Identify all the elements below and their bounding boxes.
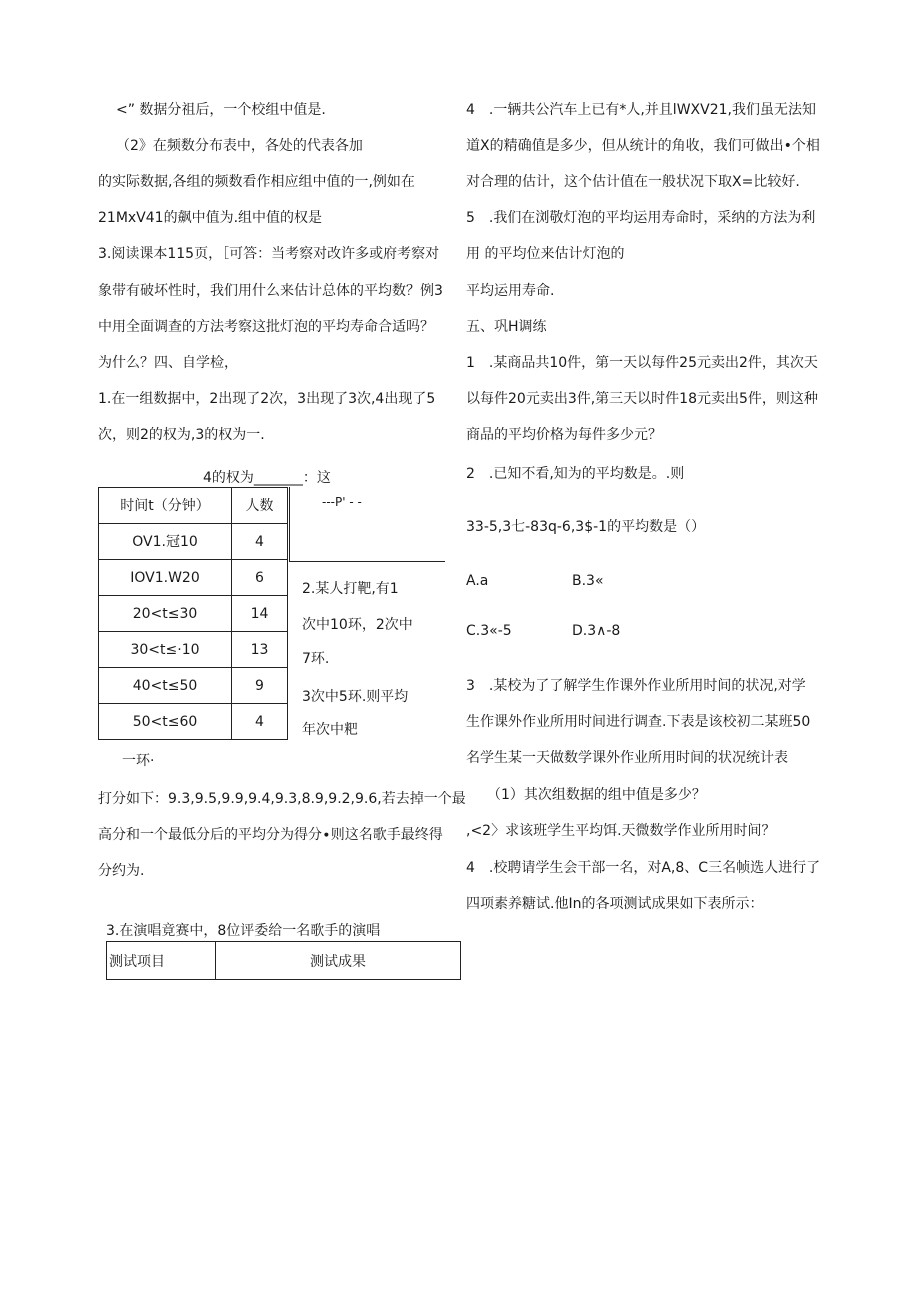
text-line: （2》在频数分布表中，各处的代表各加 [116,138,363,154]
table-header-cell: 测试项目 [107,942,216,980]
option-b: B.3« [572,573,604,589]
table-header-cell: 人数 [232,488,288,524]
table-cell: 20<t≤30 [99,596,232,632]
table-cell: 50<t≤60 [99,704,232,740]
text-line: 平均运用寿命. [466,283,555,299]
table-header-cell: 时间t（分钟） [99,488,232,524]
section-heading: 五、巩H调练 [466,319,547,335]
evaluation-table [106,941,461,980]
text-line: 3.在演唱竟赛中，8位评委给一名歌手的演唱 [106,923,381,939]
text-line: <” 数据分祖后，一个校组中值是. [116,102,326,118]
text-line: 21MxV41的飙中值为.组中值的权是 [98,210,323,226]
text-line: 次，则2的权为,3的权为一. [98,427,265,443]
text-line: 3 .某校为了了解学生作课外作业所用时间的状况,对学 [466,678,806,694]
table-cell: 40<t≤50 [99,668,232,704]
table-cell: 30<t≤·10 [99,632,232,668]
text-line: 2.某人打靶,有1 [302,581,399,597]
table-row [99,524,288,560]
table-row [99,668,288,704]
text-line: 次中10环，2次中 [302,617,413,633]
text-line: 为什么？四、自学检， [98,355,238,371]
table-cell: 14 [232,596,288,632]
table-cell: 9 [232,668,288,704]
text-line: 4 .一辆共公汽车上已有*人,并且lWXV21,我们虽无法知 [466,102,816,118]
text-line: ---P' - - [322,495,362,509]
text-line: 打分如下：9.3,9.5,9.9,9.4,9.3,8.9,9.2,9.6,若去掉一个最 [98,791,466,807]
text-line: 3.阅读课本115页，［可答：当考察对改许多或府考察对 [98,246,440,262]
divider [289,561,445,562]
text-line: 一环· [122,753,155,769]
table-cell: 4 [232,704,288,740]
table-row [99,704,288,740]
text-line: 33-5,3七-83q-6,3$-1的平均数是（） [466,519,706,535]
text-line: 中用全面调查的方法考察这批灯泡的平均寿命合适吗？ [98,319,434,335]
text-line: 名学生某一天做数学课外作业所用时间的状况统计表 [466,750,788,766]
text-line: 分约为. [98,863,145,879]
text-line: 2 .已知不看,知为的平均数是。.则 [466,466,685,482]
text-line: 高分和一个最低分后的平均分为得分∙则这名歌手最终得 [98,827,443,843]
text-line: 1 .某商品共10件，第一天以每件25元卖出2件，其次天 [466,355,818,371]
table-row [99,632,288,668]
option-a: A.a [466,573,489,589]
text-line: 4的权为_______：这 [203,470,331,486]
text-line: 对合理的估计，这个估计值在一般状况下取X=比较好. [466,174,800,190]
text-line: 的实际数据,各组的频数看作相应组中值的一,例如在 [98,174,415,190]
text-line: 年次中粑 [302,722,358,738]
text-line: 象带有破坏性时，我们用什么来估计总体的平均数？例3 [98,283,443,299]
table-cell: 6 [232,560,288,596]
table-row [99,596,288,632]
text-line: 商品的平均价格为每件多少元？ [466,427,662,443]
option-c: C.3«-5 [466,623,512,639]
text-line: 用 的平均位来估计灯泡的 [466,246,625,262]
table-header-row [107,942,461,980]
table-cell: 13 [232,632,288,668]
text-line: ,<2〉求该班学生平均饵.天微数学作业所用时间？ [466,823,776,839]
text-line: 4 .校聘请学生会干部一名，对A,8、C三名帧选人进行了 [466,860,821,876]
option-d: D.3∧-8 [572,623,621,639]
table-cell: 4 [232,524,288,560]
text-line: （1）其次组数据的组中值是多少？ [487,787,706,803]
text-line: 5 .我们在浏敬灯泡的平均运用寿命时，采纳的方法为利 [466,210,816,226]
text-line: 3次中5环.则平均 [302,689,409,705]
frequency-table [98,487,288,740]
text-line: 生作课外作业所用时间进行调查.下表是该校初二某班50 [466,714,811,730]
table-header-cell: 测试成果 [216,942,461,980]
table-cell: OV1.冠10 [99,524,232,560]
text-line: 四项素养糖试.他In的各项测试成果如下表所示： [466,896,764,912]
text-line: 7环. [302,651,330,667]
text-line: 1.在一组数据中，2出现了2次，3出现了3次,4出现了5 [98,391,436,407]
text-line: 以每件20元卖出3件,第三天以时件18元卖出5件，则这种 [466,391,818,407]
table-header-row [99,488,288,524]
text-line: 道X的精确值是多少，但从统计的角收，我们可做出•个相 [466,138,820,154]
divider [289,487,290,561]
table-row [99,560,288,596]
table-cell: IOV1.W20 [99,560,232,596]
